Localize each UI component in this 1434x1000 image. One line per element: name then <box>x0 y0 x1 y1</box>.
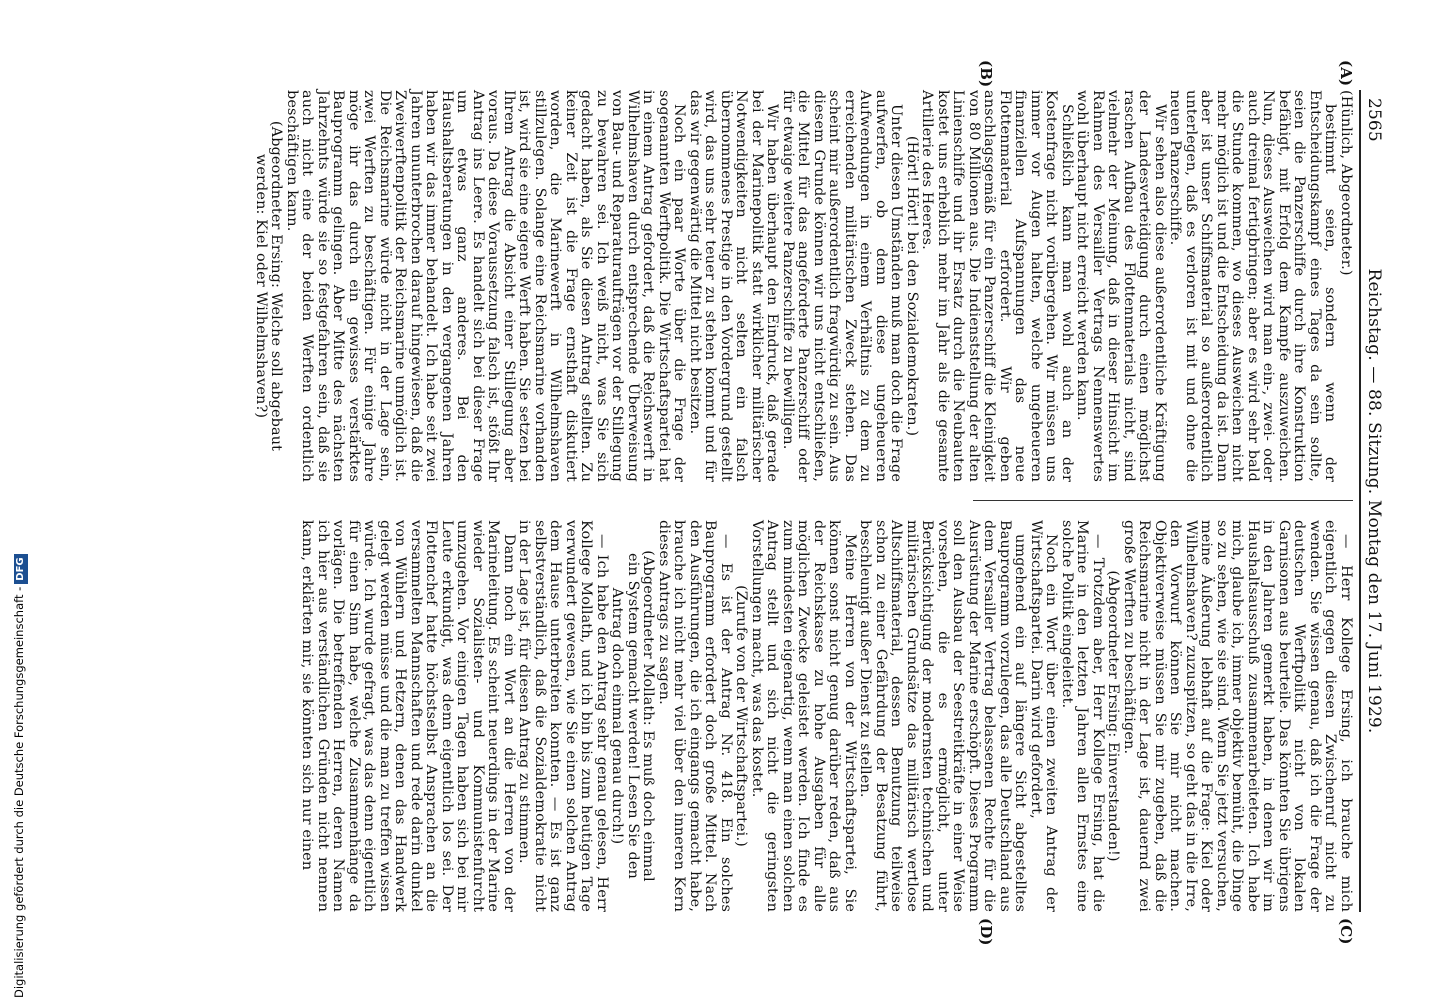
interjection: (Abgeordneter Mollath: Es muß doch einmal ein System gemacht werden! Lesen Sie den Antrag doch einmal genau durch!) <box>609 550 657 882</box>
speaker-line: (Hünlich, Abgeordneter.) <box>1338 90 1354 276</box>
paragraph: Wir haben überhaupt den Eindruck, daß gerade bei der Marinepolitik statt wirklicher militärischer Notwendigkeiten nicht selten ein falsch übernommenes Prestige in den Vordergrund gestellt wird, das uns sehr teuer zu stehen kommt und für das wir gegenwärtig die Mittel nicht besitzen. <box>687 90 781 482</box>
paragraph: Dann noch ein Wort an die Herren von der Marineleitung. Es scheint neuerdings in der Marine wieder Sozialisten- und Kommunistenfurcht umzugehen. Vor einigen Tagen haben sich bei mir Leute erkundigt, was denn eigentlich los sei. Der Flottenchef hatte höchstselbst Ansprachen an die versammelten Mannschaften und rede darin dunkel von Wühlern und Hetzern, denen das Handwerk gelegt werden müsse und die man zu treffen wissen würde. Ich wurde gefragt, was das denn eigentlich für einen Sinn habe, welche Zusammenhänge da vorlägen. Die betreffenden Herren, deren Namen ich hier aus verständlichen Gründen nicht nennen kann, erklärten mir, sie könnten sich nur einen <box>299 520 517 912</box>
paragraph: — Es ist der Antrag Nr. 418. Ein solches Bauprogramm erfordert doch große Mittel. Nach den Ausführungen, die ich eingangs gemacht habe, brauche ich nicht mehr viel über den inneren Kern dieses Antrags zu sagen. <box>656 520 734 912</box>
interjection: (Abgeordneter Ersing: Welche soll abgebaut werden: Kiel oder Wilhelmshaven?) <box>253 120 285 452</box>
paragraph: Noch ein Wort über einen zweiten Antrag der Wirtschaftspartei. Darin wird gefordert, <box>1028 520 1060 912</box>
margin-marker-c: (C) <box>1337 918 1355 945</box>
page-header <box>1359 90 1383 912</box>
paragraph: — Trotzdem aber, Herr Kollege Ersing, hat die Marine in den letzten Jahren allen Ernstes eine solche Politik eingeleitet. <box>1059 520 1106 912</box>
paragraph: Meine Herren von der Wirtschaftspartei, Sie können sonst nicht genug darüber reden, daß aus der Reichskasse zu hohe Ausgaben für alle möglichen Zwecke geleistet werden. Ich finde es zum mindesten eigenartig, wenn man einen solchen Antrag stellt und sich nicht die geringsten Vorstellungen macht, was das kostet. <box>749 520 858 912</box>
header-rule <box>1359 90 1361 912</box>
paragraph: Wir sehen also diese außerordentliche Kräftigung der Landesverteidigung durch einen möglichst raschen Aufbau des Flottenmaterials nicht, sind vielmehr der Meinung, daß in dieser Hinsicht im Rahmen des Versailler Vertrags Nennenswertes wohl überhaupt nicht erreicht werden kann. <box>1074 90 1168 482</box>
margin-marker-b: (B) <box>977 60 995 88</box>
interjection: (Hört! Hört! bei den Sozialdemokraten.) <box>904 135 920 437</box>
left-column <box>253 90 1354 482</box>
paragraph: bestimmt seien, sondern wenn der Entscheidungskampf eines Tages da sein sollte, seien die Panzerschiffe durch ihre Konstruktion befähigt, mit Erfolg dem Kampfe auszuweichen. Nun, dieses Ausweichen wird man ein-, zwei- oder auch dreimal fertigbringen; aber es wird sehr bald die Stunde kommen, wo dieses Ausweichen nicht mehr möglich ist und die Entscheidung da ist. Dann aber ist unser Schiffsmaterial so außerordentlich unterlegen, daß es verloren ist mit und ohne die neuen Panzerschiffe. <box>1167 90 1339 482</box>
page-number: 2565 <box>1364 98 1384 142</box>
paragraph: — Herr Kollege Ersing, ich brauche mich eigentlich gegen diesen Zwischenruf nicht zu wenden. Sie wissen genau, daß ich die Frage der deutschen Werftpolitik nicht von lokalen Garnisonen aus beurteile. Das könnten Sie übrigens in den Jahren gemerkt haben, in denen wir im Haushaltsausschuß zusammenarbeiteten. Ich habe mich, glaube ich, immer objektiv bemüht, die Dinge so zu sehen, wie sie sind. Wenn Sie jetzt versuchen, meine Äußerung lebhaft auf die Frage: Kiel oder Wilhelmshaven? zuzuspitzen, so geht das in die Irre, den Vorwurf können Sie mir nicht machen. Objektiverweise müssen Sie mir zugeben, daß die Reichsmarine nicht in der Lage ist, dauernd zwei große Werften zu beschäftigen. <box>1121 520 1354 912</box>
digitization-credit <box>10 14 28 998</box>
document-page <box>103 60 1384 946</box>
running-title: Reichstag. — 88. Sitzung. Montag den 17. Juni 1929. <box>1364 268 1384 734</box>
interjection: (Abgeordneter Ersing: Einverstanden!) <box>1105 570 1122 862</box>
interjection: (Zurufe von der Wirtschaftspartei.) <box>733 585 750 847</box>
right-column <box>299 520 1353 912</box>
paragraph: Unter diesen Umständen muß man doch die Frage aufwerfen, ob denn diese ungeheueren Aufwendungen in einem Verhältnis zu dem zu erreichenden militärischen Zweck stehen. Das scheint mir außerordentlich fragwürdig zu sein. Aus diesem Grunde können wir uns nicht entschließen, die Mittel für das angeforderte Panzerschiff oder für etwaige weitere Panzerschiffe zu bewilligen. <box>780 90 905 482</box>
margin-marker-a: (A) <box>1337 60 1355 87</box>
paragraph: Schließlich kann man wohl auch an der Kostenfrage nicht vorübergehen. Wir müssen uns immer vor Augen halten, welche ungeheueren finanziellen Aufspannungen das neue Flottenmaterial erfordert. Wir geben anschlagsgemäß für ein Panzerschiff die Kleinigkeit von 80 Millionen aus. Die Indienststellung der alten Linienschiffe und ihr Ersatz durch die Neubauten kostet uns erheblich mehr im Jahr als die gesamte Artillerie des Heeres. <box>919 90 1075 482</box>
paragraph: Noch ein paar Worte über die Frage der sogenannten Werftpolitik. Die Wirtschaftspartei hat in einem Antrag gefordert, daß die Reichswerft in Wilhelmshaven durch entsprechende Überweisung von Bau- und Reparaturaufträgen vor der Stillegung zu bewahren sei. Ich weiß nicht, was Sie sich gedacht haben, als Sie diesen Antrag stellten. Zu keiner Zeit ist die Frage ernsthaft diskutiert worden, die Marinewerft in Wilhelmshaven stillzulegen. Solange eine Reichsmarine vorhanden ist, wird sie eine eigene Werft haben. Sie setzen bei Ihrem Antrag die Absicht einer Stillegung aber voraus. Da diese Voraussetzung falsch ist, stößt Ihr Antrag ins Leere. Es handelt sich bei dieser Frage um etwas ganz anderes. Bei den Haushaltsberatungen in den vergangenen Jahren haben wir das immer behandelt. Ich habe seit zwei Jahren ununterbrochen darauf hingewiesen, daß die Zweiwerftenpolitik der Reichsmarine unmöglich ist. Die Reichsmarine würde nicht in der Lage sein, zwei Werften zu beschäftigen. Für einige Jahre möge ihr das durch ein gewisses verstärktes Bauprogramm gelingen. Aber Mitte des nächsten Jahrzehnts würde sie so festgefahren sein, daß sie auch nicht eine der beiden Werften ordentlich beschäftigen kann. <box>284 90 688 482</box>
margin-marker-d: (D) <box>977 918 995 946</box>
quoted-motion: umgehend ein auf längere Sicht abgestelltes Bauprogramm vorzulegen, das alle Deutschland aus dem Versailler Vertrag belassenen Rechte für die Ausrüstung der Marine erschöpft. Dieses Programm soll den Ausbau der Seestreitkräfte in einer Weise vorsehen, die es ermöglicht, unter Berücksichtigung der modernsten technischen und militärischen Grundsätze das militärisch wertlose Altschiffsmaterial, dessen Benutzung teilweise schon zu einer Gefährdung der Besatzung führt, beschleunigt außer Dienst zu stellen. <box>857 520 1029 912</box>
credit-text: Digitalisierung gefördert durch die Deutsche Forschungsgemeinschaft - <box>12 586 26 998</box>
dfg-logo: DFG <box>14 554 28 583</box>
column-divider <box>973 500 1353 501</box>
paragraph: — Ich habe den Antrag sehr genau gelesen, Herr Kollege Mollath, und ich bin bis zum heutigen Tage verwundert gewesen, wie Sie einen solchen Antrag dem Hause unterbreiten konnten. — Es ist ganz selbstverständlich, daß die Sozialdemokratie nicht in der Lage ist, für diesen Antrag zu stimmen. <box>516 520 610 912</box>
